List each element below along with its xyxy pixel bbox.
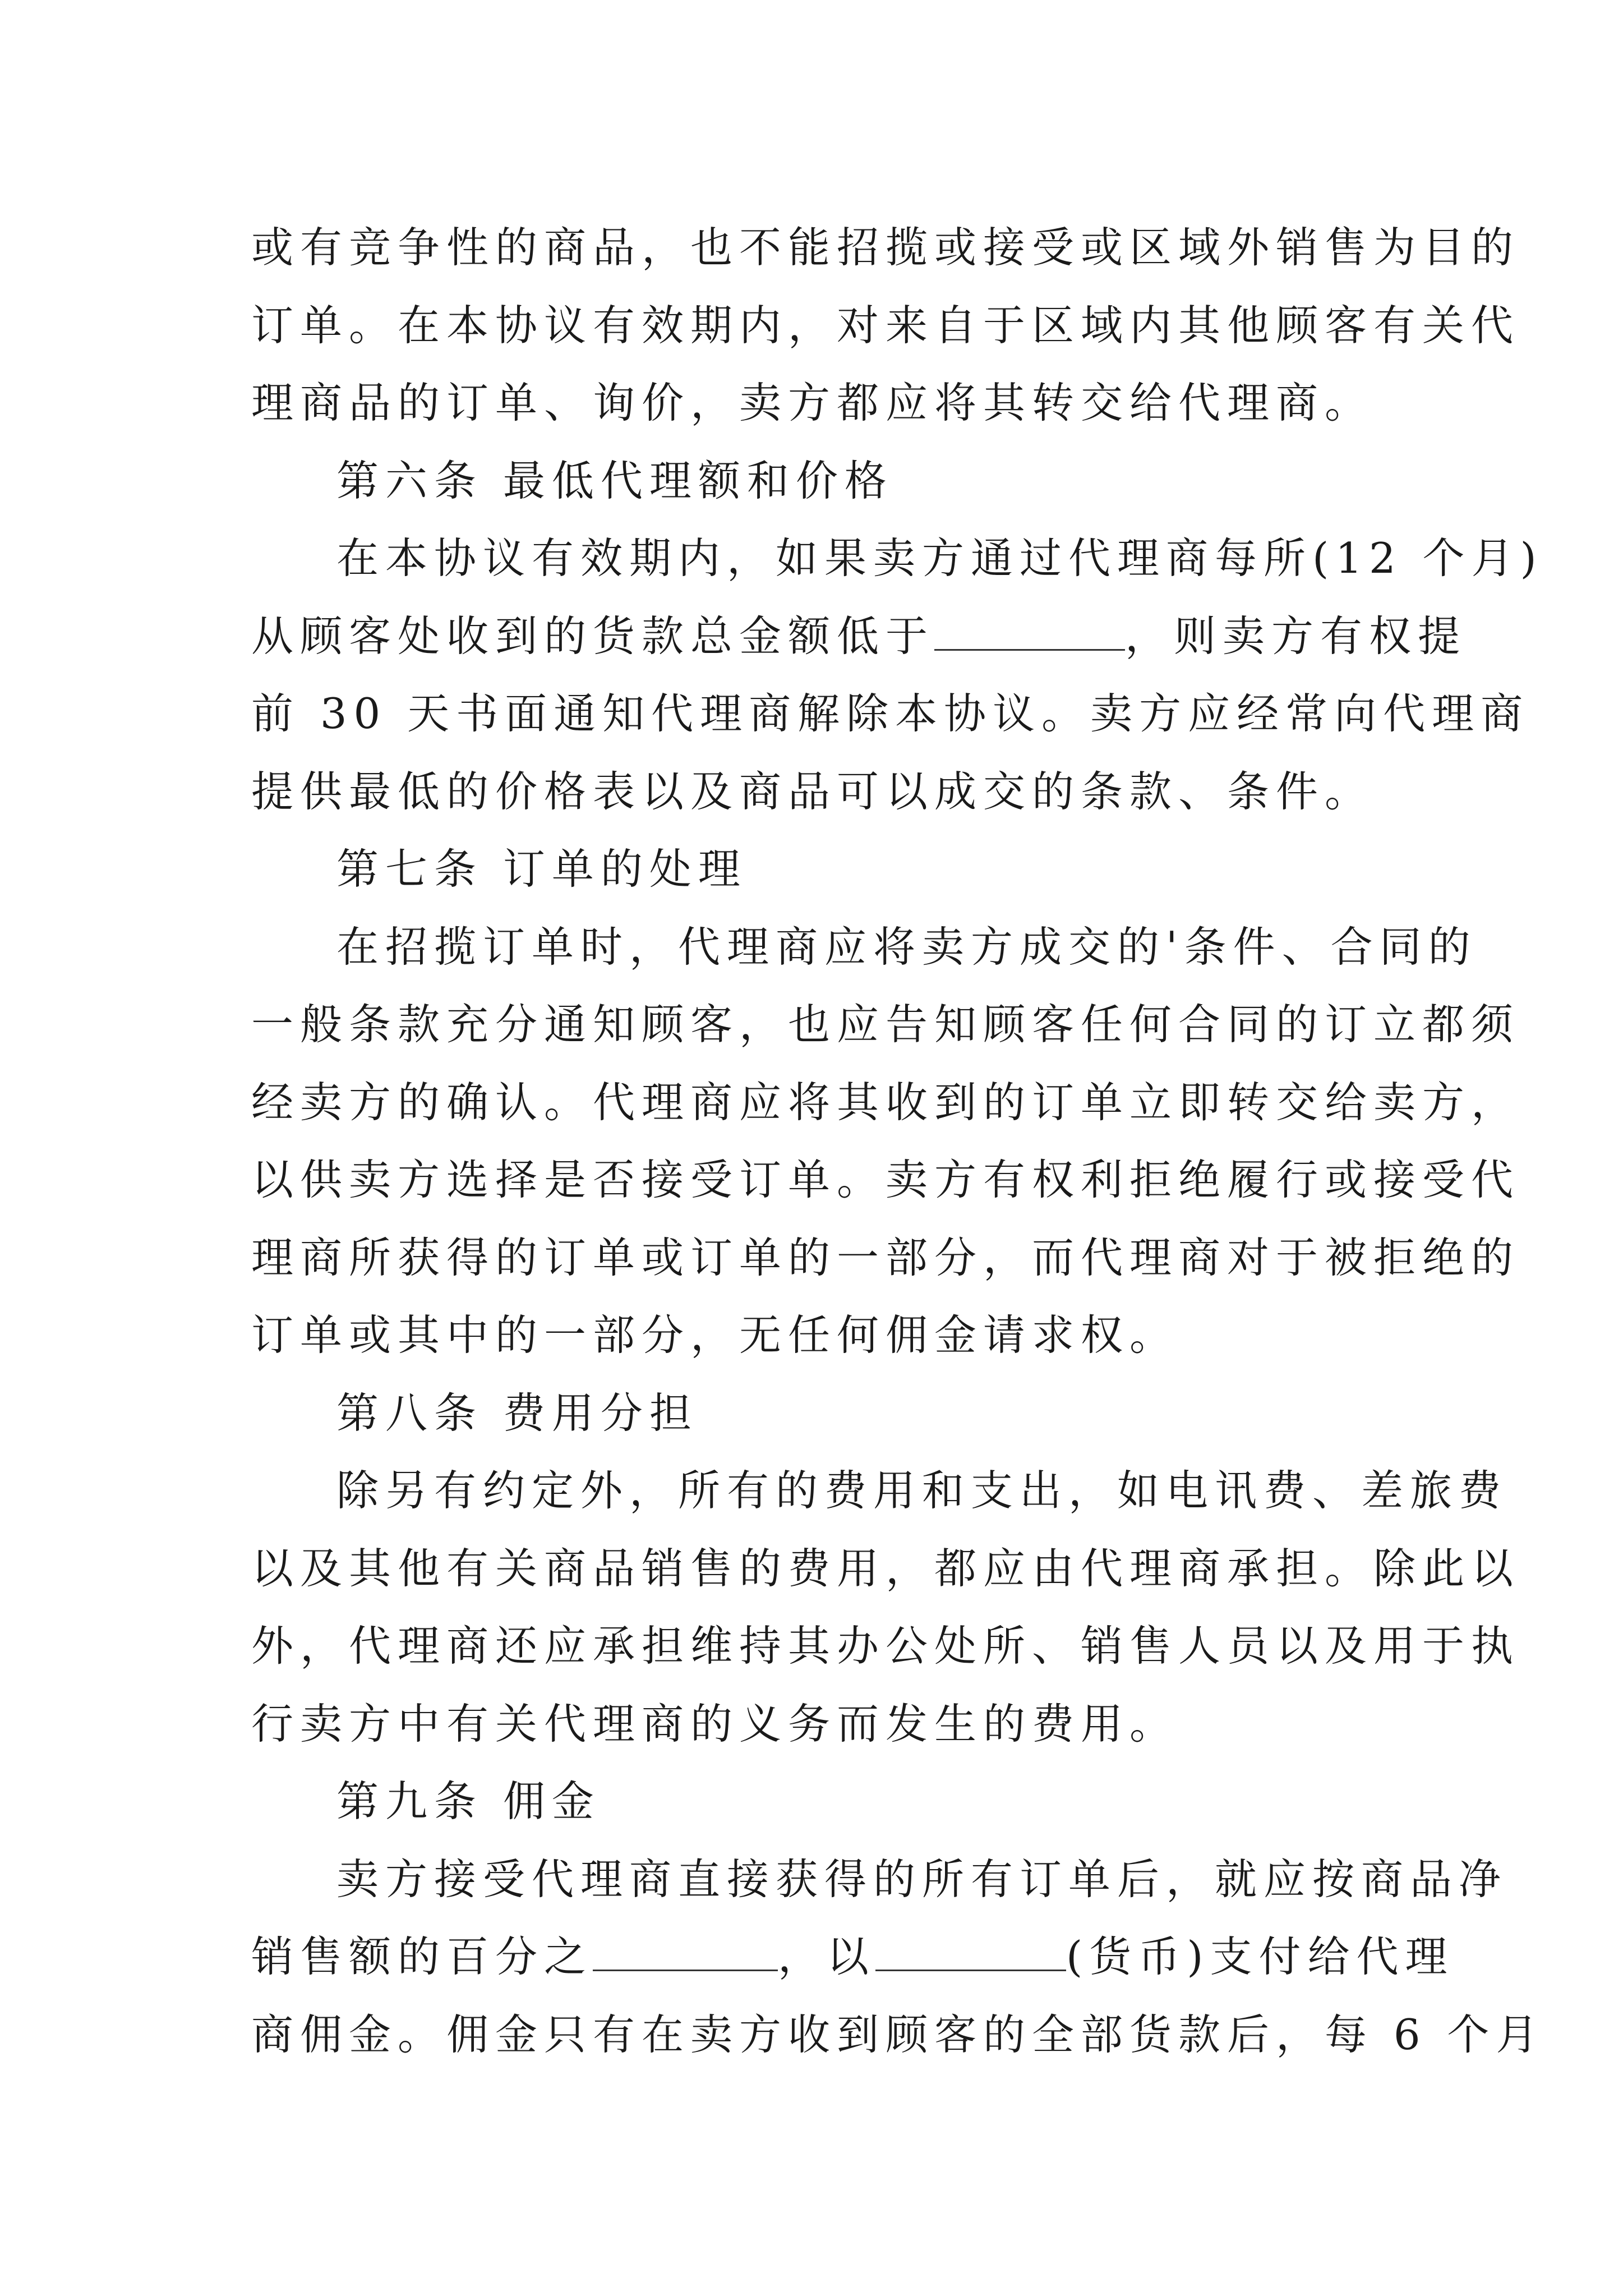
text-line: 经卖方的确认。代理商应将其收到的订单立即转交给卖方，	[251, 1077, 1520, 1127]
text-line-with-blank	[251, 597, 1467, 675]
paragraph-first-line: 除另有约定外，所有的费用和支出，如电讯费、差旅费	[336, 1466, 1508, 1515]
article-8-heading: 第八条 费用分担	[336, 1388, 698, 1438]
text-line: 以供卖方选择是否接受订单。卖方有权利拒绝履行或接受代	[251, 1155, 1520, 1204]
text-line-with-blanks	[251, 1918, 1454, 1996]
text-segment: 从顾客处收到的货款总金额低于	[251, 611, 935, 661]
text-line: 订单。在本协议有效期内，对来自于区域内其他顾客有关代	[251, 300, 1520, 350]
paragraph-first-line: 卖方接受代理商直接获得的所有订单后，就应按商品净	[336, 1854, 1508, 1904]
text-line: 提供最低的价格表以及商品可以成交的条款、条件。	[251, 766, 1374, 816]
text-line: 理商所获得的订单或订单的一部分，而代理商对于被拒绝的	[251, 1232, 1520, 1282]
text-segment: ，以	[778, 1932, 876, 1981]
article-7-heading: 第七条 订单的处理	[336, 844, 747, 894]
text-line: 理商品的订单、询价，卖方都应将其转交给代理商。	[251, 378, 1374, 427]
article-9-heading: 第九条 佣金	[336, 1777, 601, 1826]
text-segment: (货币)支付给代理	[1066, 1932, 1454, 1981]
text-line: 外，代理商还应承担维持其办公处所、销售人员以及用于执	[251, 1621, 1520, 1671]
text-line: 或有竞争性的商品，也不能招揽或接受或区域外销售为目的	[251, 223, 1520, 272]
text-line: 前 30 天书面通知代理商解除本协议。卖方应经常向代理商	[251, 689, 1530, 738]
text-segment: ，则卖方有权提	[1125, 611, 1467, 661]
paragraph-first-line: 在本协议有效期内，如果卖方通过代理商每所(12 个月)	[336, 533, 1543, 583]
fill-in-blank-percentage	[593, 1936, 778, 1971]
text-line: 一般条款充分通知顾客，也应告知顾客任何合同的订立都须	[251, 1000, 1520, 1049]
text-line: 订单或其中的一部分，无任何佣金请求权。	[251, 1310, 1179, 1360]
article-6-heading: 第六条 最低代理额和价格	[336, 455, 893, 505]
document-body	[251, 209, 1545, 2073]
text-line: 行卖方中有关代理商的义务而发生的费用。	[251, 1699, 1179, 1749]
fill-in-blank-currency	[875, 1936, 1066, 1971]
paragraph-first-line: 在招揽订单时，代理商应将卖方成交的'条件、合同的	[336, 922, 1477, 972]
fill-in-blank-amount	[934, 615, 1125, 651]
text-line: 以及其他有关商品销售的费用，都应由代理商承担。除此以	[251, 1543, 1520, 1593]
text-line: 商佣金。佣金只有在卖方收到顾客的全部货款后，每 6 个月	[251, 2009, 1545, 2059]
text-segment: 销售额的百分之	[251, 1932, 593, 1981]
